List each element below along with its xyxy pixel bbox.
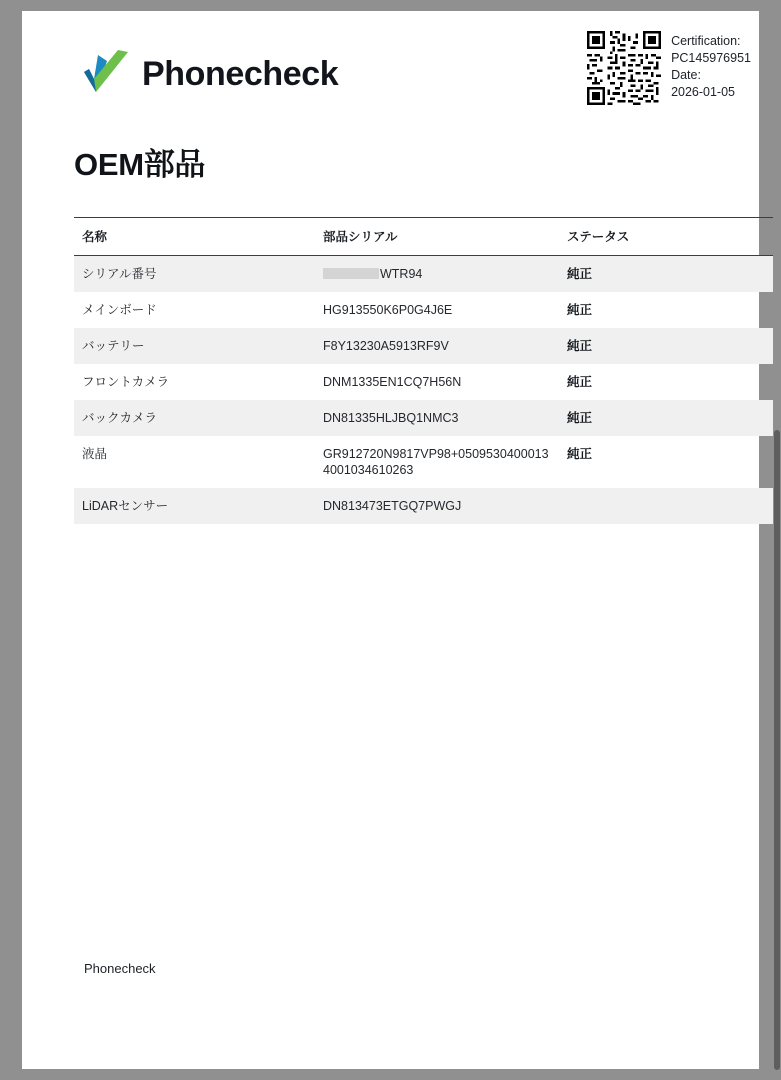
cell-part-name: フロントカメラ [82, 375, 170, 389]
cell-part-name: 液晶 [82, 447, 108, 461]
serial-text: DN813473ETGQ7PWGJ [323, 499, 462, 513]
cell-part-serial [315, 256, 559, 293]
redacted-serial-bar [323, 268, 379, 279]
date-value: 2026-01-05 [671, 85, 736, 99]
table-row [74, 292, 781, 328]
column-header-name: 名称 [74, 218, 315, 256]
scrollbar-thumb[interactable] [774, 430, 780, 1070]
cell-part-serial [315, 364, 559, 400]
qr-code-icon [587, 31, 661, 105]
cell-part-status [559, 488, 781, 524]
cell-part-status: 純正 [567, 303, 593, 317]
scrollbar-track[interactable] [773, 0, 781, 1080]
table-row [74, 256, 781, 293]
cell-part-serial [315, 488, 559, 524]
date-label: Date: [671, 68, 701, 82]
oem-parts-table [74, 217, 781, 524]
footer-text: Phonecheck [84, 961, 156, 976]
document-page [22, 11, 759, 1069]
oem-parts-table-wrap [74, 217, 751, 524]
cell-part-status: 純正 [567, 447, 593, 461]
certification-value: PC145976951 [671, 51, 751, 65]
cell-part-name: LiDARセンサー [74, 488, 315, 524]
table-row [74, 400, 781, 436]
brand [74, 49, 338, 99]
serial-text: F8Y13230A5913RF9V [323, 339, 449, 353]
cell-part-name: メインボード [82, 303, 157, 317]
brand-name: Phonecheck [142, 54, 339, 93]
cell-part-serial [315, 292, 559, 328]
table-row [74, 488, 781, 524]
certification-label: Certification: [671, 34, 741, 48]
table-row [74, 328, 781, 364]
page-title: OEM部品 [74, 147, 206, 182]
document-header [74, 11, 751, 131]
cell-part-status: 純正 [559, 256, 781, 293]
cell-part-serial [315, 328, 559, 364]
column-header-status: ステータス [559, 218, 781, 256]
serial-text: HG913550K6P0G4J6E [323, 303, 453, 317]
certification-block [587, 31, 751, 105]
table-row [74, 364, 781, 400]
cell-part-name: バッテリー [74, 328, 315, 364]
table-row [74, 436, 781, 488]
certification-text [671, 31, 751, 101]
document-content [74, 11, 751, 524]
table-body [74, 256, 781, 525]
serial-text: WTR94 [380, 267, 423, 281]
column-header-serial: 部品シリアル [315, 218, 559, 256]
phonecheck-logo-icon [74, 49, 132, 99]
table-header-row [74, 218, 781, 256]
cell-part-status: 純正 [567, 375, 593, 389]
cell-part-name: バックカメラ [74, 400, 315, 436]
cell-part-serial [315, 436, 559, 488]
serial-text: GR912720N9817VP98+05095304000134001034610263 [323, 447, 549, 477]
cell-part-status: 純正 [559, 400, 781, 436]
cell-part-status: 純正 [559, 328, 781, 364]
serial-text: DNM1335EN1CQ7H56N [323, 375, 462, 389]
cell-part-serial [315, 400, 559, 436]
cell-part-name: シリアル番号 [74, 256, 315, 293]
serial-text: DN81335HLJBQ1NMC3 [323, 411, 459, 425]
